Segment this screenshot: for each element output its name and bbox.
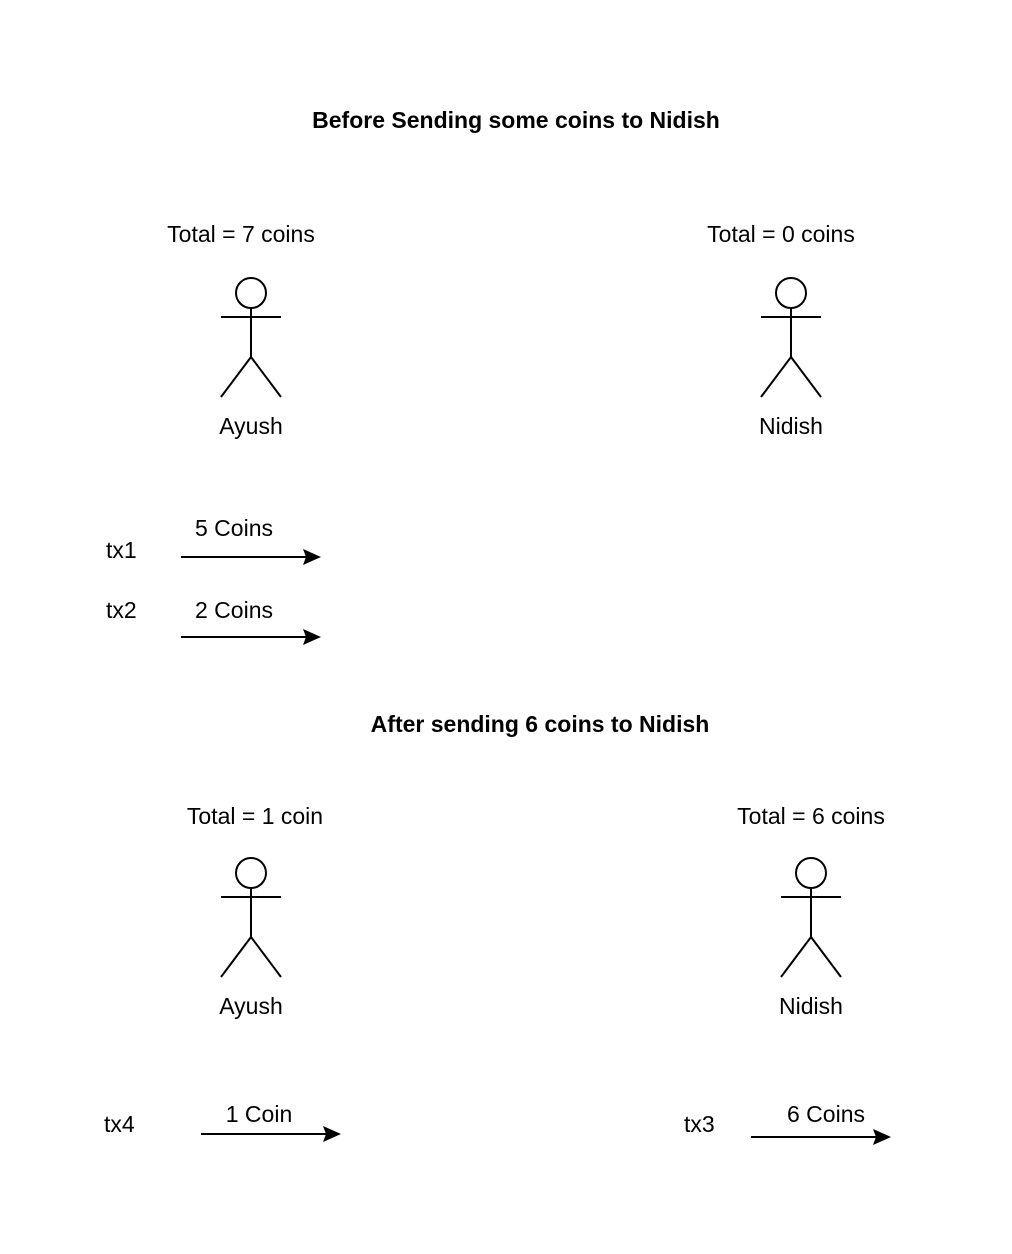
- tx3-amount-label: 6 Coins: [787, 1101, 865, 1127]
- section-before: [106, 107, 855, 645]
- transaction-tx2: [106, 597, 321, 645]
- tx3-id-label: tx3: [684, 1111, 715, 1137]
- ayush-total-label: Total = 1 coin: [186, 803, 324, 829]
- tx1-amount-label: 5 Coins: [195, 515, 273, 541]
- section-before-title: Before Sending some coins to Nidish: [312, 107, 720, 133]
- nidish-actor-icon: [781, 858, 841, 977]
- tx2-id-label: tx2: [106, 597, 137, 623]
- tx1-arrow-icon: [181, 549, 321, 565]
- tx2-arrow-icon: [181, 629, 321, 645]
- tx3-arrow-icon: [751, 1129, 891, 1145]
- nidish-total-label: Total = 0 coins: [707, 221, 855, 247]
- transaction-tx1: [106, 515, 321, 565]
- ayush-total-label: Total = 7 coins: [167, 221, 315, 247]
- nidish-actor-icon: [761, 278, 821, 397]
- ayush-name-label: Ayush: [219, 413, 283, 439]
- ayush-actor-icon: [221, 858, 281, 977]
- nidish-total-label: Total = 6 coins: [737, 803, 885, 829]
- transaction-tx4: [104, 1101, 341, 1142]
- ayush-actor-icon: [221, 278, 281, 397]
- nidish-name-label: Nidish: [779, 993, 843, 1019]
- tx4-id-label: tx4: [104, 1111, 135, 1137]
- transaction-tx3: [684, 1101, 891, 1145]
- tx2-amount-label: 2 Coins: [195, 597, 273, 623]
- tx4-arrow-icon: [201, 1126, 341, 1142]
- nidish-name-label: Nidish: [759, 413, 823, 439]
- tx4-amount-label: 1 Coin: [225, 1101, 293, 1127]
- section-after: [104, 711, 891, 1145]
- ayush-name-label: Ayush: [219, 993, 283, 1019]
- tx1-id-label: tx1: [106, 537, 137, 563]
- section-after-title: After sending 6 coins to Nidish: [370, 711, 710, 737]
